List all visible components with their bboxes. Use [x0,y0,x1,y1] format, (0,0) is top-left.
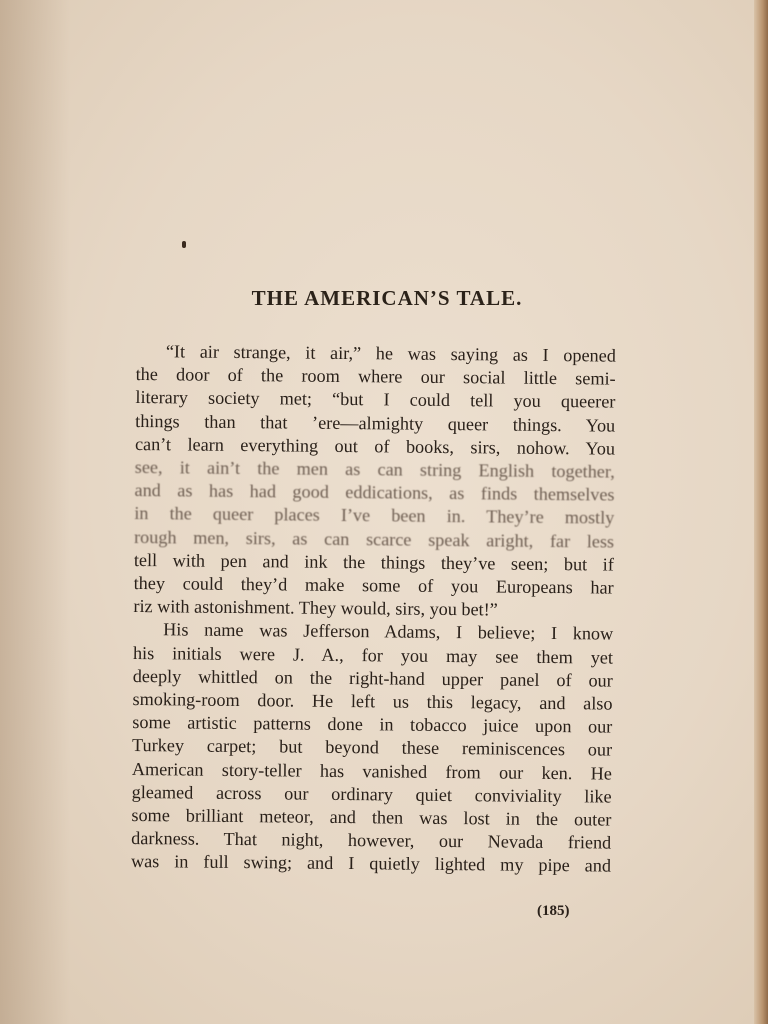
page-number: (185) [537,903,570,919]
text-line: literary society met; “but I could tell you queerer [135,387,616,413]
text-line: darkness. That night, however, our Nevada friend [131,828,612,853]
text-line: His name was Jefferson Adams, I believe; I know [163,619,614,645]
text-line: can’t learn everything out of books, sirs, nohow. You [134,433,616,459]
text-line: “It air strange, it air,” he was saying as I opened [165,341,616,366]
text-line: American story-teller has vanished from our ken. He [131,758,612,784]
text-line: in the queer places I’ve been in. They’re mostly [134,503,615,529]
text-line: gleamed across our ordinary quiet conviviality like [131,781,612,807]
gutter-shadow [0,0,70,1024]
text-line: the door of the room where our social little semi- [135,364,616,389]
text-line: and as has had good eddications, as finds themselves [134,480,615,505]
text-line: deeply whittled on the right-hand upper panel of our [132,665,613,691]
body-text [131,340,616,878]
text-line: things than that ’ere—almighty queer things. You [135,410,616,436]
text-line: some artistic patterns done in tobacco juice upon our [132,712,613,737]
text-line: Turkey carpet; but beyond these reminiscences our [132,735,613,761]
text-line: rough men, sirs, as can scarce speak aright, far less [134,526,615,552]
text-line: they could they’d make some of you Europeans har [133,573,614,598]
text-line: riz with astonishment. They would, sirs, you bet!” [133,596,498,620]
show-through-text [150,130,620,290]
ink-speck [182,241,186,248]
text-line: some brilliant meteor, and then was lost in the outer [131,805,612,830]
text-line: smoking-room door. He left us this legacy, and also [132,689,613,714]
text-line: was in full swing; and I quietly lighted my pipe and [130,851,612,877]
chapter-title: THE AMERICAN’S TALE. [251,286,523,310]
text-line: tell with pen and ink the things they’ve seen; but if [133,549,614,575]
text-line: see, it ain’t the men as can string English together, [134,457,615,482]
page-edge [754,0,768,1024]
text-line: his initials were J. A., for you may see them yet [132,642,614,668]
